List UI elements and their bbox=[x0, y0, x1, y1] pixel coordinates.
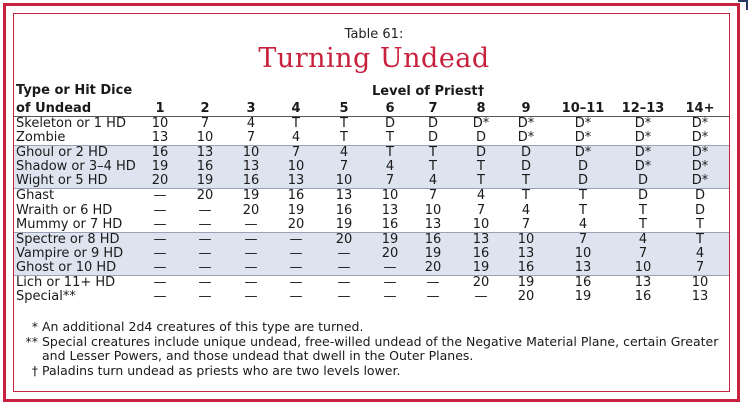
table-cell: — bbox=[153, 259, 167, 275]
table-cell: 4 bbox=[695, 245, 705, 261]
table-cell: T bbox=[386, 130, 394, 146]
table-cell: 19 bbox=[424, 245, 442, 261]
table-cell: 10 bbox=[424, 202, 442, 218]
row-label: Ghast bbox=[16, 188, 55, 204]
table-cell: D bbox=[520, 145, 532, 161]
table-row bbox=[14, 189, 729, 203]
row-label: Special** bbox=[16, 289, 76, 305]
table-cell: 13 bbox=[287, 173, 305, 189]
table-cell: — bbox=[198, 245, 212, 261]
table-row bbox=[14, 146, 729, 160]
col-header: 5 bbox=[339, 101, 349, 116]
table-row bbox=[14, 117, 729, 131]
table-cell: — bbox=[289, 245, 303, 261]
table-row bbox=[14, 131, 729, 145]
table-cell: D* bbox=[634, 130, 652, 146]
table-cell: D* bbox=[574, 116, 592, 131]
table-cell: 7 bbox=[339, 159, 349, 175]
table-cell: D* bbox=[517, 116, 535, 131]
table-cell: D* bbox=[517, 130, 535, 146]
row-label: Wraith or 6 HD bbox=[16, 202, 113, 218]
table-cell: — bbox=[337, 259, 351, 275]
table-cell: 16 bbox=[242, 173, 260, 189]
table-cell: 4 bbox=[521, 202, 531, 218]
table-cell: T bbox=[639, 216, 647, 232]
table-cell: D* bbox=[574, 130, 592, 146]
table-cell: 10 bbox=[335, 173, 353, 189]
col-header: 8 bbox=[476, 101, 486, 116]
row-label: Spectre or 8 HD bbox=[16, 231, 120, 247]
table-cell: 20 bbox=[381, 245, 399, 261]
table-cell: 19 bbox=[287, 202, 305, 218]
table-cell: 4 bbox=[476, 188, 486, 204]
table-cell: 16 bbox=[424, 231, 442, 247]
table-cell: 13 bbox=[242, 159, 260, 175]
turning-table-body bbox=[14, 117, 729, 304]
table-cell: — bbox=[289, 231, 303, 247]
table-cell: 13 bbox=[691, 289, 709, 305]
table-cell: — bbox=[153, 216, 167, 232]
table-cell: T bbox=[579, 188, 587, 204]
table-cell: T bbox=[292, 116, 300, 131]
table-cell: 7 bbox=[246, 130, 256, 146]
table-cell: 16 bbox=[335, 202, 353, 218]
table-cell: 16 bbox=[634, 289, 652, 305]
table-cell: D* bbox=[691, 159, 709, 175]
table-cell: — bbox=[337, 289, 351, 305]
col-header: 2 bbox=[200, 101, 210, 116]
table-cell: 7 bbox=[578, 231, 588, 247]
table-cell: 13 bbox=[634, 275, 652, 291]
footnote-mark: * bbox=[31, 319, 38, 334]
table-cell: — bbox=[244, 259, 258, 275]
table-cell: — bbox=[474, 289, 488, 305]
table-cell: — bbox=[198, 231, 212, 247]
table-cell: 4 bbox=[638, 231, 648, 247]
table-cell: 20 bbox=[335, 231, 353, 247]
footnote-text: An additional 2d4 creatures of this type are turned. bbox=[42, 319, 364, 334]
table-cell: 20 bbox=[151, 173, 169, 189]
table-cell: D bbox=[637, 173, 649, 189]
table-cell: — bbox=[153, 202, 167, 218]
table-cell: T bbox=[522, 173, 530, 189]
footnote-mark: † bbox=[31, 362, 38, 378]
col-header: 12–13 bbox=[621, 101, 665, 116]
table-cell: 16 bbox=[196, 159, 214, 175]
table-cell: D bbox=[475, 145, 487, 161]
table-cell: 16 bbox=[381, 216, 399, 232]
col-header: 9 bbox=[521, 101, 531, 116]
row-label: Lich or 11+ HD bbox=[16, 275, 116, 291]
table-cell: 7 bbox=[385, 173, 395, 189]
row-label: Ghoul or 2 HD bbox=[16, 145, 108, 161]
table-cell: 13 bbox=[381, 202, 399, 218]
table-cell: D* bbox=[472, 116, 490, 131]
table-cell: — bbox=[289, 275, 303, 291]
table-cell: 10 bbox=[472, 216, 490, 232]
row-label: Zombie bbox=[16, 130, 66, 146]
table-cell: 10 bbox=[574, 245, 592, 261]
table-cell: D bbox=[475, 130, 487, 146]
table-cell: 7 bbox=[476, 202, 486, 218]
table-row bbox=[14, 160, 729, 174]
table-row bbox=[14, 290, 729, 304]
table-cell: 4 bbox=[385, 159, 395, 175]
footnotes bbox=[20, 320, 720, 378]
table-cell: D* bbox=[691, 145, 709, 161]
table-cell: T bbox=[340, 130, 348, 146]
table-title: Turning Undead bbox=[258, 43, 490, 74]
col-header: 1 bbox=[155, 101, 165, 116]
table-cell: — bbox=[198, 202, 212, 218]
table-cell: D* bbox=[634, 116, 652, 131]
table-cell: — bbox=[244, 216, 258, 232]
table-cell: 13 bbox=[196, 145, 214, 161]
table-row bbox=[14, 218, 729, 232]
table-cell: D bbox=[694, 188, 706, 204]
table-cell: D bbox=[637, 188, 649, 204]
table-cell: D bbox=[520, 159, 532, 175]
table-cell: 10 bbox=[196, 130, 214, 146]
table-cell: 7 bbox=[428, 188, 438, 204]
table-cell: 13 bbox=[517, 245, 535, 261]
table-cell: 10 bbox=[287, 159, 305, 175]
table-cell: — bbox=[337, 245, 351, 261]
row-label: Ghost or 10 HD bbox=[16, 259, 117, 275]
row-label: Skeleton or 1 HD bbox=[16, 116, 126, 131]
table-cell: 16 bbox=[287, 188, 305, 204]
table-row bbox=[14, 276, 729, 290]
table-number: Table 61: bbox=[344, 27, 404, 42]
footnote-text: Paladins turn undead as priests who are two levels lower. bbox=[42, 362, 401, 378]
table-cell: — bbox=[426, 289, 440, 305]
table-cell: 7 bbox=[695, 259, 705, 275]
col-header: 10–11 bbox=[561, 101, 605, 116]
table-cell: T bbox=[477, 173, 485, 189]
footnote bbox=[20, 320, 720, 335]
table-cell: 4 bbox=[428, 173, 438, 189]
table-cell: 10 bbox=[151, 116, 169, 131]
row-label: Mummy or 7 HD bbox=[16, 216, 123, 232]
row-label: Wight or 5 HD bbox=[16, 173, 108, 189]
table-cell: — bbox=[153, 245, 167, 261]
table-cell: 13 bbox=[424, 216, 442, 232]
table-cell: — bbox=[383, 259, 397, 275]
table-cell: D bbox=[577, 159, 589, 175]
table-cell: — bbox=[153, 289, 167, 305]
column-header-row bbox=[0, 101, 748, 115]
table-cell: 19 bbox=[196, 173, 214, 189]
table-cell: 20 bbox=[424, 259, 442, 275]
footnote bbox=[20, 335, 720, 364]
table-cell: — bbox=[289, 259, 303, 275]
col-header: 4 bbox=[291, 101, 301, 116]
table-cell: D* bbox=[574, 145, 592, 161]
table-cell: D bbox=[427, 130, 439, 146]
table-cell: 10 bbox=[517, 231, 535, 247]
table-cell: D bbox=[427, 116, 439, 131]
table-cell: 16 bbox=[151, 145, 169, 161]
table-cell: — bbox=[198, 289, 212, 305]
table-cell: 19 bbox=[335, 216, 353, 232]
table-row bbox=[14, 247, 729, 261]
table-cell: — bbox=[337, 275, 351, 291]
table-cell: D bbox=[694, 202, 706, 218]
table-cell: — bbox=[244, 289, 258, 305]
table-cell: — bbox=[153, 231, 167, 247]
table-cell: — bbox=[289, 289, 303, 305]
table-cell: — bbox=[383, 289, 397, 305]
col-header: 14+ bbox=[685, 101, 715, 116]
table-cell: D bbox=[384, 116, 396, 131]
table-cell: 7 bbox=[638, 245, 648, 261]
table-cell: 7 bbox=[291, 145, 301, 161]
table-cell: 19 bbox=[381, 231, 399, 247]
table-row bbox=[14, 261, 729, 275]
table-cell: — bbox=[244, 245, 258, 261]
table-cell: T bbox=[477, 159, 485, 175]
table-cell: 13 bbox=[574, 259, 592, 275]
footnote-mark: ** bbox=[25, 333, 38, 349]
type-header-line1: Type or Hit Dice bbox=[16, 83, 133, 98]
type-column-header bbox=[16, 83, 132, 98]
table-cell: D bbox=[577, 173, 589, 189]
table-cell: 4 bbox=[246, 116, 256, 131]
table-cell: — bbox=[198, 259, 212, 275]
table-cell: D* bbox=[691, 116, 709, 131]
table-cell: T bbox=[639, 202, 647, 218]
table-cell: D* bbox=[691, 130, 709, 146]
table-cell: — bbox=[198, 216, 212, 232]
table-cell: D* bbox=[691, 173, 709, 189]
table-row bbox=[14, 204, 729, 218]
table-cell: 7 bbox=[521, 216, 531, 232]
table-row bbox=[14, 233, 729, 247]
table-cell: 19 bbox=[517, 275, 535, 291]
level-header: Level of Priest† bbox=[372, 84, 485, 99]
table-cell: — bbox=[383, 275, 397, 291]
table-cell: T bbox=[429, 145, 437, 161]
table-cell: 10 bbox=[691, 275, 709, 291]
table-cell: — bbox=[153, 275, 167, 291]
table-cell: T bbox=[696, 216, 704, 232]
table-cell: 13 bbox=[472, 231, 490, 247]
table-cell: T bbox=[579, 202, 587, 218]
table-cell: D* bbox=[634, 159, 652, 175]
table-cell: T bbox=[340, 116, 348, 131]
table-cell: T bbox=[522, 188, 530, 204]
page-corner-icon bbox=[738, 0, 748, 10]
table-cell: 7 bbox=[200, 116, 210, 131]
table-cell: — bbox=[153, 188, 167, 204]
type-header-line2: of Undead bbox=[16, 101, 92, 116]
row-label: Vampire or 9 HD bbox=[16, 245, 124, 261]
table-cell: D* bbox=[634, 145, 652, 161]
table-cell: — bbox=[244, 231, 258, 247]
table-cell: 20 bbox=[472, 275, 490, 291]
table-cell: T bbox=[696, 231, 704, 247]
table-cell: 19 bbox=[574, 289, 592, 305]
table-cell: 20 bbox=[517, 289, 535, 305]
table-cell: 16 bbox=[517, 259, 535, 275]
row-label: Shadow or 3–4 HD bbox=[16, 159, 136, 175]
table-cell: 19 bbox=[472, 259, 490, 275]
table-cell: 4 bbox=[339, 145, 349, 161]
table-cell: 10 bbox=[242, 145, 260, 161]
table-cell: 13 bbox=[151, 130, 169, 146]
table-row bbox=[14, 174, 729, 188]
table-cell: T bbox=[429, 159, 437, 175]
table-cell: — bbox=[426, 275, 440, 291]
table-cell: 20 bbox=[287, 216, 305, 232]
table-cell: — bbox=[244, 275, 258, 291]
table-cell: 13 bbox=[335, 188, 353, 204]
table-cell: 10 bbox=[381, 188, 399, 204]
table-cell: — bbox=[198, 275, 212, 291]
table-cell: 19 bbox=[151, 159, 169, 175]
col-header: 7 bbox=[428, 101, 438, 116]
col-header: 3 bbox=[246, 101, 256, 116]
table-cell: 4 bbox=[291, 130, 301, 146]
table-cell: 16 bbox=[574, 275, 592, 291]
table-cell: 16 bbox=[472, 245, 490, 261]
table-cell: 20 bbox=[242, 202, 260, 218]
table-cell: 19 bbox=[242, 188, 260, 204]
table-cell: T bbox=[386, 145, 394, 161]
table-cell: 10 bbox=[634, 259, 652, 275]
table-cell: 20 bbox=[196, 188, 214, 204]
col-header: 6 bbox=[385, 101, 395, 116]
table-cell: 4 bbox=[578, 216, 588, 232]
footnote bbox=[20, 364, 720, 379]
footnote-text: Special creatures include unique undead, free-willed undead of the Negative Material Plane, certain Greater and Lesser Powers, and those undead that dwell in the Outer Planes. bbox=[42, 333, 719, 363]
